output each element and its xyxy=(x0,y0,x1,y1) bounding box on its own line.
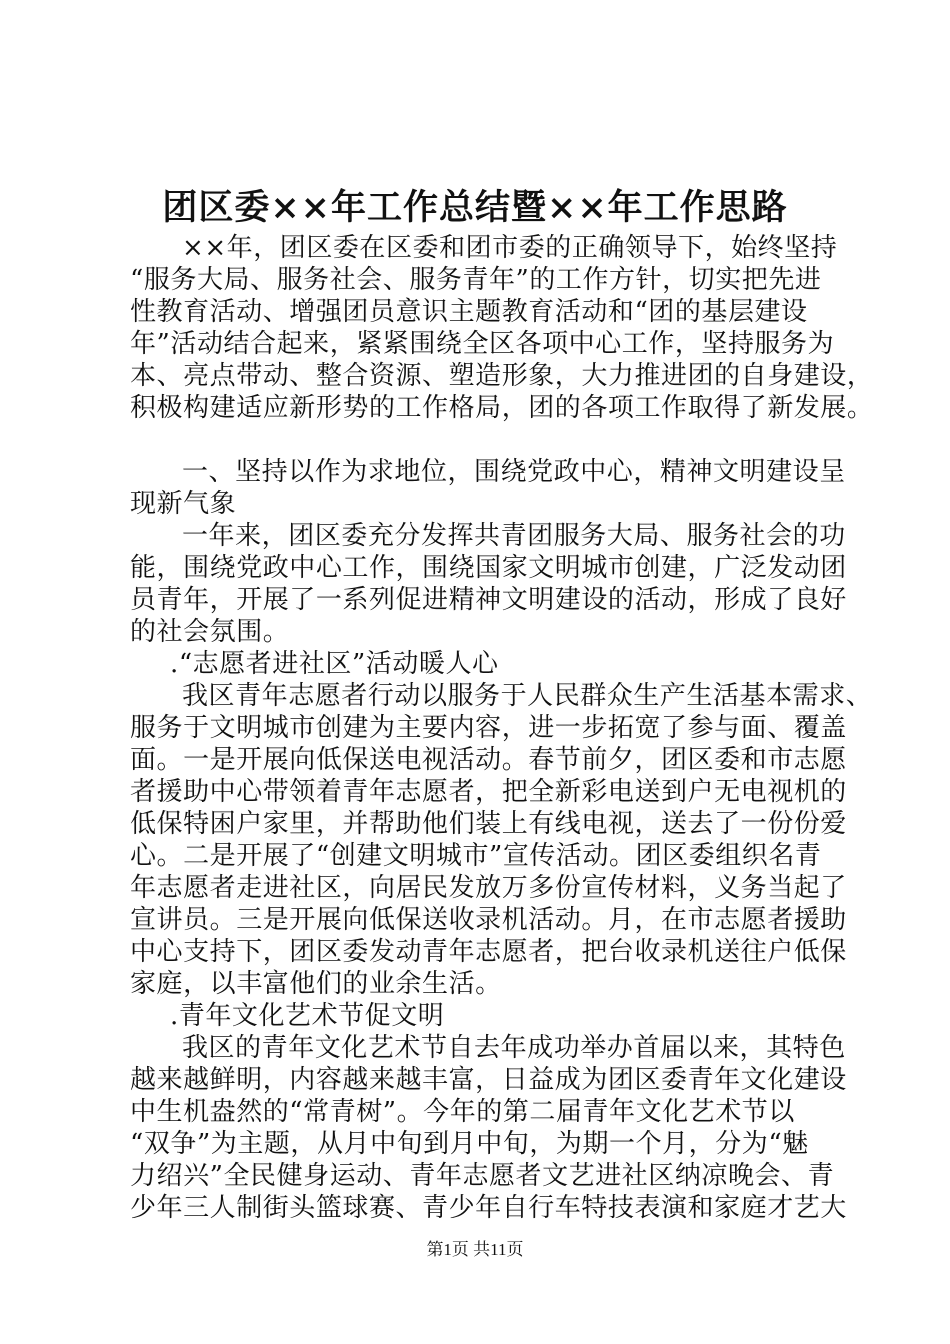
subsection-paragraph-line: “双争”为主题，从月中旬到月中旬，为期一个月，分为“魅 xyxy=(130,1129,809,1159)
intro-line: “服务大局、服务社会、服务青年”的工作方针，切实把先进 xyxy=(130,265,822,295)
section-heading-line: 一、坚持以作为求地位，围绕党政中心，精神文明建设呈 xyxy=(182,457,846,487)
subsection-paragraph-line: 心。二是开展了“创建文明城市”宣传活动。团区委组织名青 xyxy=(130,841,822,871)
subsection-paragraph-line: 宣讲员。三是开展向低保送收录机活动。月，在市志愿者援助 xyxy=(130,905,847,935)
subsection-paragraph-line: 者援助中心带领着青年志愿者，把全新彩电送到户无电视机的 xyxy=(130,777,847,807)
section-paragraph-line: 的社会氛围。 xyxy=(130,617,290,647)
paragraph-gap xyxy=(130,424,850,456)
subsection-paragraph-line: 家庭，以丰富他们的业余生活。 xyxy=(130,969,502,999)
subsection-paragraph-line: 越来越鲜明，内容越来越丰富，日益成为团区委青年文化建设 xyxy=(130,1065,847,1095)
page-number: 第1页 共11页 xyxy=(426,1240,524,1259)
section-heading-line: 现新气象 xyxy=(130,489,237,519)
subsection-heading: .“志愿者进社区”活动暖人心 xyxy=(170,649,499,679)
subsection-paragraph-line: 我区青年志愿者行动以服务于人民群众生产生活基本需求、 xyxy=(182,681,873,711)
document-body xyxy=(130,232,874,1224)
subsection-paragraph-line: 服务于文明城市创建为主要内容，进一步拓宽了参与面、覆盖 xyxy=(130,713,847,743)
subsection-paragraph-line: 我区的青年文化艺术节自去年成功举办首届以来，其特色 xyxy=(182,1033,846,1063)
subsection-paragraph-line: 面。一是开展向低保送电视活动。春节前夕，团区委和市志愿 xyxy=(130,745,847,775)
section-paragraph-line: 一年来，团区委充分发挥共青团服务大局、服务社会的功 xyxy=(182,521,846,551)
section-paragraph-line: 员青年，开展了一系列促进精神文明建设的活动，形成了良好 xyxy=(130,585,847,615)
subsection-paragraph-line: 年志愿者走进社区，向居民发放万多份宣传材料，义务当起了 xyxy=(130,873,847,903)
subsection-paragraph-line: 低保特困户家里，并帮助他们装上有线电视，送去了一份份爱 xyxy=(130,809,847,839)
intro-line: ××年，团区委在区委和团市委的正确领导下，始终坚持 xyxy=(182,233,838,263)
section-paragraph-line: 能，围绕党政中心工作，围绕国家文明城市创建，广泛发动团 xyxy=(130,553,847,583)
subsection-paragraph-line: 中生机盎然的“常青树”。今年的第二届青年文化艺术节以 xyxy=(130,1097,795,1127)
intro-line: 年”活动结合起来，紧紧围绕全区各项中心工作，坚持服务为 xyxy=(130,329,835,359)
subsection-paragraph-line: 少年三人制街头篮球赛、青少年自行车特技表演和家庭才艺大 xyxy=(130,1193,847,1223)
intro-line: 积极构建适应新形势的工作格局，团的各项工作取得了新发展。 xyxy=(130,393,874,423)
subsection-paragraph-line: 中心支持下，团区委发动青年志愿者，把台收录机送往户低保 xyxy=(130,937,847,967)
subsection-heading: .青年文化艺术节促文明 xyxy=(170,1001,445,1031)
document-title: 团区委××年工作总结暨××年工作思路 xyxy=(162,187,788,228)
subsection-paragraph-line: 力绍兴”全民健身运动、青年志愿者文艺进社区纳凉晚会、青 xyxy=(130,1161,835,1191)
intro-line: 性教育活动、增强团员意识主题教育活动和“团的基层建设 xyxy=(130,297,808,327)
intro-line: 本、亮点带动、整合资源、塑造形象，大力推进团的自身建设， xyxy=(130,361,874,391)
